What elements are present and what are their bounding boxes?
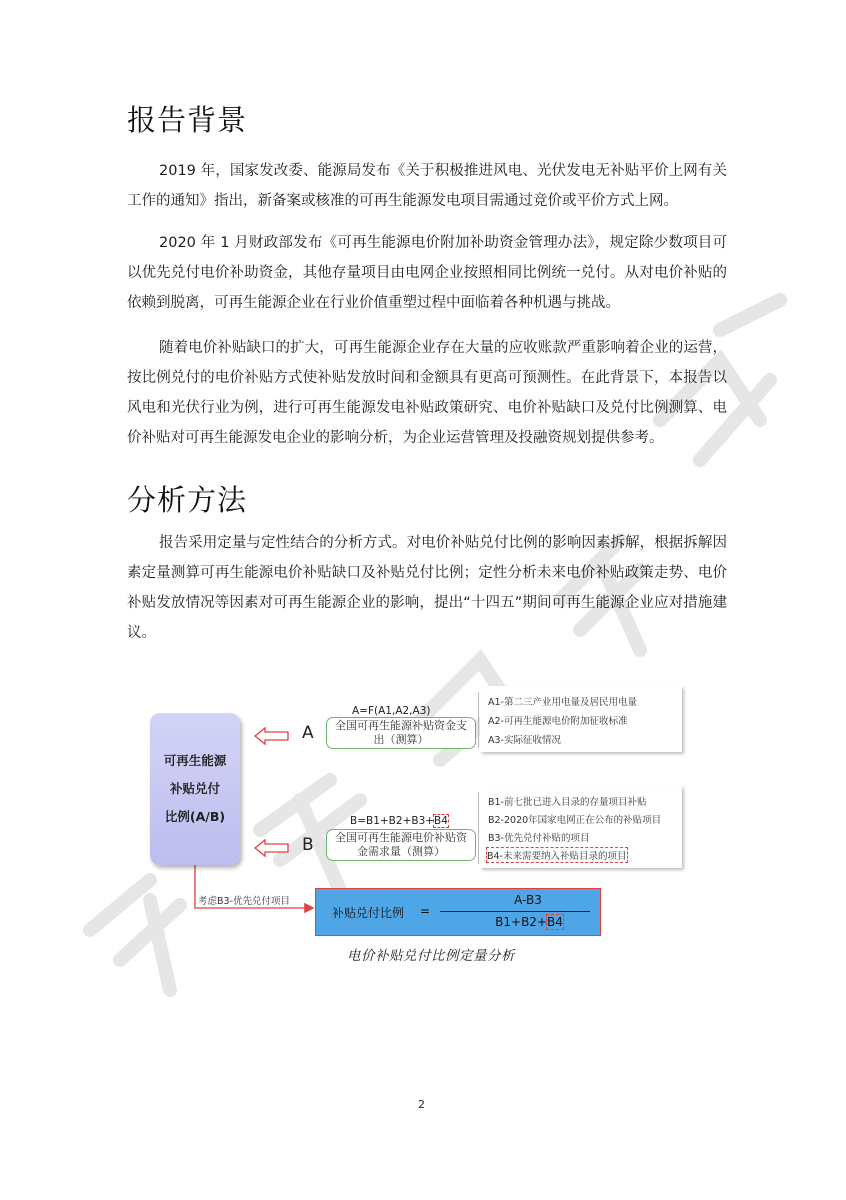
box-a-expenditure: 全国可再生能源补贴资金支出（测算）: [326, 717, 476, 749]
result-label: 补贴兑付比例: [332, 906, 405, 920]
background-paragraph-2: 2020 年 1 月财政部发布《可再生能源电价附加补助资金管理办法》，规定除少数项目可以优先兑付电价补助资金，其他存量项目由电网企业按照相同比例统一兑付。从对电价补贴的依赖到脱离，可再生能源企业在行业价值重塑过程中面临着各种机遇与挑战。: [127, 235, 727, 311]
ratio-line-1: 可再生能源: [163, 753, 227, 768]
result-equals: =: [420, 904, 431, 918]
denominator-prefix: B1+B2+: [495, 915, 547, 929]
factor-b2: B2-2020年国家电网正在公布的补贴项目: [488, 815, 662, 826]
factor-a3: A3-实际征收情况: [488, 735, 561, 746]
bracket-b: [478, 792, 479, 864]
formula-a: A=F(A1,A2,A3): [352, 705, 431, 717]
result-numerator: A-B3: [514, 893, 542, 907]
label-b: B: [302, 835, 314, 855]
figure-caption: 电价补贴兑付比例定量分析: [347, 948, 515, 964]
bracket-a: [478, 692, 479, 748]
section-title-method: 分析方法: [127, 483, 248, 517]
ratio-line-3: 比例(A/B): [164, 809, 226, 824]
arrow-b-icon: [255, 840, 288, 856]
formula-b: [350, 815, 448, 827]
method-paragraph-1: 报告采用定量与定性结合的分析方式。对电价补贴兑付比例的影响因素拆解，根据拆解因素定量测算可再生能源电价补贴缺口及补贴兑付比例；定性分析未来电价补贴政策走势、电价补贴发放情况等因素对可再生能源企业的影响，提出“十四五”期间可再生能源企业应对措施建议。: [127, 535, 727, 641]
background-paragraph-3: 随着电价补贴缺口的扩大，可再生能源企业存在大量的应收账款严重影响着企业的运营，按比例兑付的电价补贴方式使补贴发放时间和金额具有更高可预测性。在此背景下，本报告以风电和光伏行业为例，进行可再生能源发电补贴政策研究、电价补贴缺口及兑付比例测算、电价补贴对可再生能源发电企业的影响分析，为企业运营管理及投融资规划提供参考。: [127, 340, 727, 446]
factor-a1: A1-第二三产业用电量及居民用电量: [488, 697, 637, 708]
box-b-demand: 全国可再生能源电价补贴资金需求量（测算）: [326, 829, 476, 861]
subsidy-ratio-diagram: [140, 680, 700, 980]
ratio-line-2: 补贴兑付: [169, 781, 220, 796]
formula-b-prefix: B=B1+B2+B3+: [350, 815, 435, 827]
formula-b-highlight: B4: [434, 815, 448, 827]
arrow-a-icon: [255, 728, 288, 744]
label-a: A: [302, 723, 314, 743]
factor-b1: B1-前七批已进入目录的存量项目补贴: [488, 797, 647, 808]
denominator-highlight: B4: [546, 915, 563, 929]
factor-a2: A2-可再生能源电价附加征收标准: [488, 716, 628, 727]
page-number: 2: [418, 1098, 425, 1111]
fraction-bar: [440, 911, 590, 912]
factor-b4: B4-未来需要纳入补贴目录的项目: [487, 848, 627, 862]
result-denominator: [484, 915, 574, 929]
background-paragraph-1: 2019 年，国家发改委、能源局发布《关于积极推进风电、光伏发电无补贴平价上网有关工作的通知》指出，新备案或核准的可再生能源发电项目需通过竞价或平价方式上网。: [127, 163, 727, 209]
factor-b3: B3-优先兑付补贴的项目: [488, 833, 590, 844]
priority-note: 考虑B3-优先兑付项目: [198, 896, 290, 907]
section-title-background: 报告背景: [127, 103, 248, 137]
result-formula-box: [315, 888, 601, 936]
subsidy-ratio-box: [150, 713, 240, 865]
